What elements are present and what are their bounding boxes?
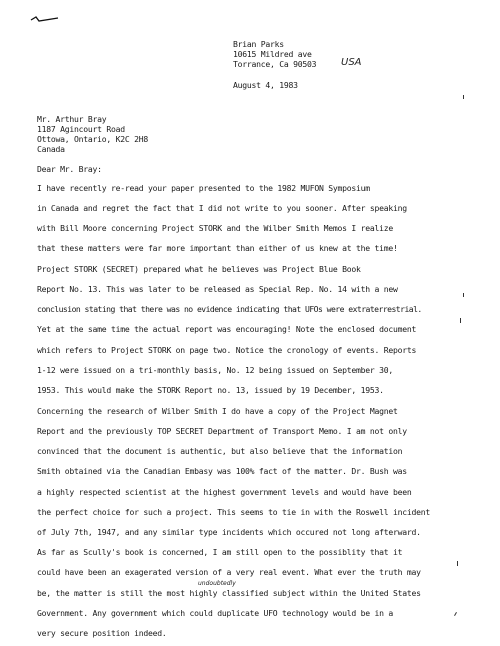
body-line: I have recently re-read your paper presented to the 1982 MUFON Symposium: [37, 183, 370, 193]
handwritten-insert: undoubtedly: [198, 580, 236, 587]
body-line: conclusion stating that there was no evidence indicating that UFOs were extraterrestrial.: [37, 304, 422, 314]
body-line: convinced that the document is authentic, but also believe that the information: [37, 446, 403, 456]
body-line: could have been an exagerated version of a very real event. What ever the truth may: [37, 567, 421, 577]
body-line: a highly respected scientist at the highest government levels and would have been: [37, 487, 412, 497]
body-line: Report and the previously TOP SECRET Department of Transport Memo. I am not only: [37, 426, 407, 436]
body-line: Concerning the research of Wilber Smith I do have a copy of the Project Magnet: [37, 406, 398, 416]
body-line: in Canada and regret the fact that I did not write to you sooner. After speaking: [37, 203, 407, 213]
sender-name: Brian Parks: [233, 39, 284, 49]
salutation: Dear Mr. Bray:: [37, 164, 102, 174]
body-line: the perfect choice for such a project. This seems to tie in with the Roswell incident: [37, 507, 430, 517]
recipient-street: 1187 Agincourt Road: [37, 124, 125, 134]
corner-scribble: [30, 14, 60, 24]
letter-date: August 4, 1983: [233, 80, 298, 90]
body-line: very secure position indeed.: [37, 628, 167, 638]
body-line: which refers to Project STORK on page two. Notice the cronology of events. Reports: [37, 345, 417, 355]
sender-city: Torrance, Ca 90503: [233, 59, 317, 69]
body-line: with Bill Moore concerning Project STORK and the Wilber Smith Memos I realize: [37, 223, 393, 233]
body-line: Project STORK (SECRET) prepared what he believes was Project Blue Book: [37, 264, 361, 274]
margin-mark: [457, 561, 458, 566]
body-line: Government. Any government which could duplicate UFO technology would be in a: [37, 608, 393, 618]
recipient-city: Ottowa, Ontario, K2C 2H8: [37, 134, 148, 144]
body-line: that these matters were far more important than either of us knew at the time!: [37, 243, 398, 253]
body-line: be, the matter is still the most highly classified subject within the United States: [37, 588, 421, 598]
recipient-country: Canada: [37, 144, 65, 154]
recipient-name: Mr. Arthur Bray: [37, 114, 107, 124]
margin-mark: [463, 95, 464, 99]
body-line: Yet at the same time the actual report was encouraging! Note the enclosed document: [37, 324, 417, 334]
body-line: Report No. 13. This was later to be released as Special Rep. No. 14 with a new: [37, 284, 398, 294]
sender-country-handwritten: USA: [341, 57, 362, 68]
body-line: of July 7th, 1947, and any similar type incidents which occured not long afterward.: [37, 527, 421, 537]
body-line: 1953. This would make the STORK Report no. 13, issued by 19 December, 1953.: [37, 385, 384, 395]
body-line: Smith obtained via the Canadian Embasy was 100% fact of the matter. Dr. Bush was: [37, 466, 407, 476]
body-line: As far as Scully's book is concerned, I am still open to the possiblity that it: [37, 547, 403, 557]
margin-mark: [463, 293, 464, 297]
body-line: 1-12 were issued on a tri-monthly basis, No. 12 being issued on September 30,: [37, 365, 393, 375]
margin-mark: [454, 612, 457, 616]
sender-street: 10615 Mildred ave: [233, 49, 312, 59]
margin-mark: [460, 318, 461, 323]
